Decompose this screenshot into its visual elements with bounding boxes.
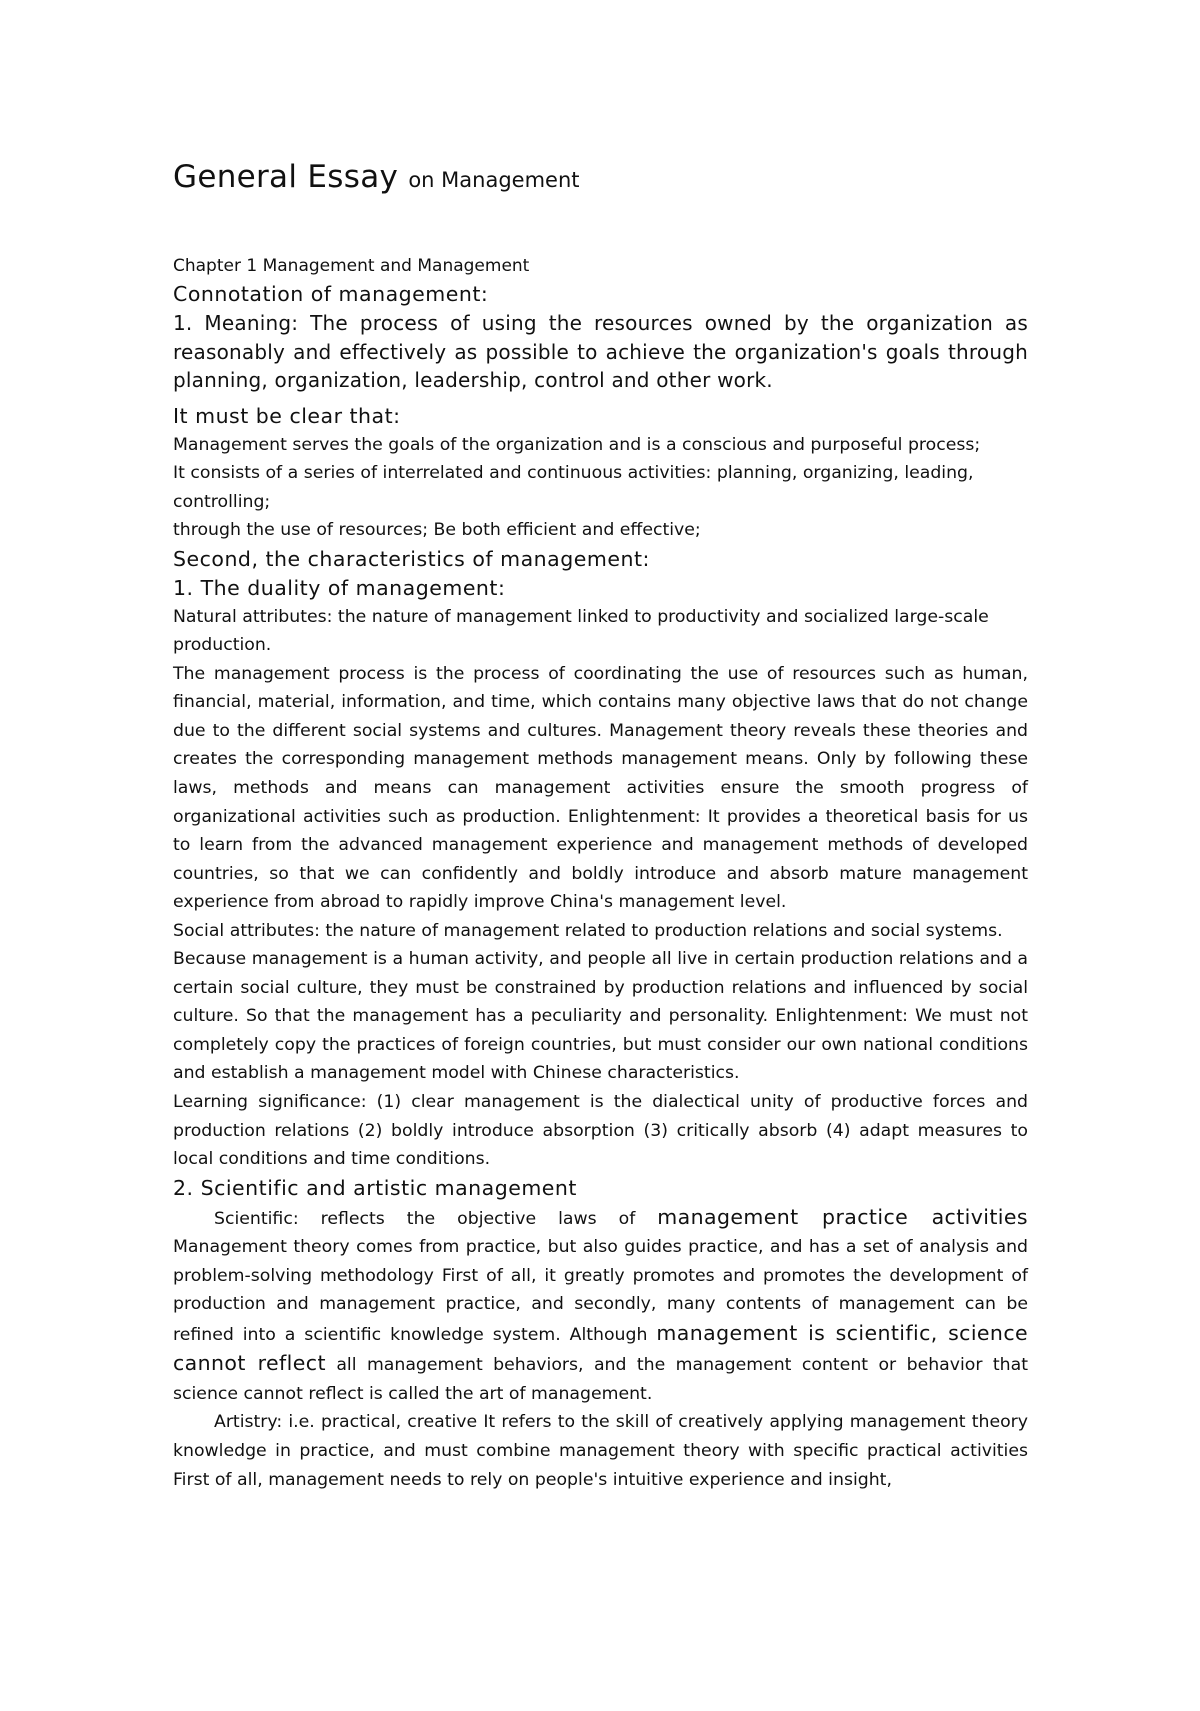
scientific-paragraph-b: all management behaviors, and the management content or behavior that science cannot reflect is called the art of management. xyxy=(173,1355,1028,1404)
scientific-heading: 2. Scientific and artistic management xyxy=(173,1175,577,1200)
scientific-paragraph xyxy=(173,1233,1028,1408)
document-title xyxy=(173,152,1028,204)
scientific-paragraph-big: management is scientific, science cannot reflect xyxy=(173,1320,1029,1376)
chapter-heading: Chapter 1 Management and Management xyxy=(173,256,530,276)
scientific-lead xyxy=(173,1203,1028,1234)
clear-point-1: Management serves the goals of the organization and is a conscious and purposeful process; xyxy=(173,434,981,455)
social-attributes: Social attributes: the nature of management related to production relations and social systems. xyxy=(173,920,1003,941)
clear-point-3: through the use of resources; Be both efficient and effective; xyxy=(173,520,701,541)
natural-paragraph: The management process is the process of coordinating the use of resources such as human, financial, material, information, and time, which contains many objective laws that do not change due to the different social systems and cultures. Management theory reveals these theories and creates the corresponding management methods management means. Only by following these laws, methods and means can management activities ensure the smooth progress of organizational activities such as production. Enlightenment: It provides a theoretical basis for us to learn from the advanced management experience and management methods of developed countries, so that we can confidently and boldly introduce and absorb mature management experience from abroad to rapidly improve China's management level. xyxy=(173,663,1028,913)
title-main: General Essay xyxy=(173,159,399,195)
artistry-paragraph: Artistry: i.e. practical, creative It refers to the skill of creatively applying management theory knowledge in practice, and must combine management theory with specific practical activities First of all, management needs to rely on people's intuitive experience and insight, xyxy=(173,1412,1028,1490)
title-sub: on Management xyxy=(408,168,580,192)
natural-attributes: Natural attributes: the nature of management linked to productivity and socialized large-scale production. xyxy=(173,606,989,656)
scientific-lead-text: Scientific: reflects the objective laws of xyxy=(214,1208,636,1229)
scientific-lead-big: management practice activities xyxy=(657,1204,1028,1229)
meaning-paragraph: 1. Meaning: The process of using the resources owned by the organization as reasonably and effectively as possible to achieve the organization's goals through planning, organization, leadership, control and other work. xyxy=(173,311,1028,392)
clear-point-2: It consists of a series of interrelated and continuous activities: planning, organizing, leading, controlling; xyxy=(173,463,974,512)
characteristics-heading: Second, the characteristics of management: xyxy=(173,546,650,571)
connotation-heading: Connotation of management: xyxy=(173,282,489,306)
scientific-paragraph-a: Management theory comes from practice, but also guides practice, and has a set of analysis and problem-solving methodology First of all, it greatly promotes and promotes the development of production and management practice, and secondly, many contents of management can be refined into a scientific knowledge system. Although xyxy=(173,1237,1028,1345)
social-paragraph: Because management is a human activity, and people all live in certain production relations and a certain social culture, they must be constrained by production relations and influenced by social culture. So that the management has a peculiarity and personality. Enlightenment: We must not completely copy the practices of foreign countries, but must consider our own national conditions and establish a management model with Chinese characteristics. xyxy=(173,949,1028,1084)
learning-significance: Learning significance: (1) clear management is the dialectical unity of productive forces and production relations (2) boldly introduce absorption (3) critically absorb (4) adapt measures to local conditions and time conditions. xyxy=(173,1091,1028,1170)
clear-heading: It must be clear that: xyxy=(173,403,401,428)
document-page xyxy=(173,152,1028,1494)
duality-heading: 1. The duality of management: xyxy=(173,575,506,600)
